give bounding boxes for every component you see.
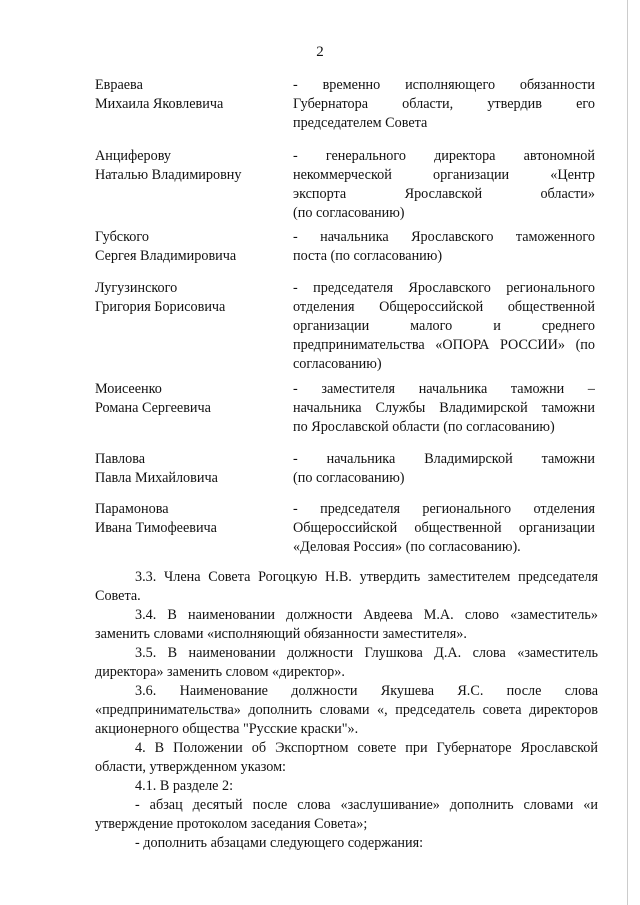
- member-name: [95, 500, 280, 538]
- paragraph: 4.1. В разделе 2:: [135, 778, 234, 794]
- role-line: организации малого и среднего: [293, 318, 595, 334]
- member-name: [95, 147, 280, 185]
- paragraph: 3.4. В наименовании должности Авдеева М.А. слово «заместитель» заменить словами «исполняющий обязанности заместителя».: [95, 607, 598, 642]
- member-given-names: Наталью Владимировну: [95, 167, 242, 183]
- member-name: [95, 380, 280, 418]
- member-given-names: Григория Борисовича: [95, 299, 226, 315]
- role-line: - начальника Владимирской таможни: [293, 451, 595, 467]
- paragraph: 3.5. В наименовании должности Глушкова Д.А. слова «заместитель директора» заменить словом «директор».: [95, 645, 598, 680]
- role-line: по Ярославской области (по согласованию): [293, 419, 555, 435]
- role-line: - генерального директора автономной: [293, 148, 595, 164]
- role-line: - председателя регионального отделения: [293, 501, 595, 517]
- paragraph: 3.6. Наименование должности Якушева Я.С. после слова «предпринимательства» дополнить словами «, председатель совета директоров акционерного общества "Русские краски"».: [95, 683, 598, 737]
- member-given-names: Романа Сергеевича: [95, 400, 211, 416]
- member-surname: Павлова: [95, 451, 146, 467]
- member-name: [95, 76, 280, 114]
- paragraph: - дополнить абзацами следующего содержания:: [135, 835, 424, 851]
- role-line: отделения Общероссийской общественной: [293, 299, 595, 315]
- member-surname: Анциферову: [95, 148, 172, 164]
- role-line: Губернатора области, утвердив его: [293, 96, 595, 112]
- paragraph: 3.3. Члена Совета Рогоцкую Н.В. утвердить заместителем председателя Совета.: [95, 569, 598, 604]
- role-line: поста (по согласованию): [293, 248, 443, 264]
- scan-edge-line: [627, 0, 628, 905]
- member-name: [95, 228, 280, 266]
- member-role: [293, 76, 595, 133]
- member-name: [95, 450, 280, 488]
- role-line: начальника Службы Владимирской таможни: [293, 400, 595, 416]
- member-role: [293, 450, 595, 488]
- member-name: [95, 279, 280, 317]
- member-surname: Лугузинского: [95, 280, 178, 296]
- role-line: Общероссийской общественной организации: [293, 520, 595, 536]
- role-line: (по согласованию): [293, 470, 405, 486]
- role-line: некоммерческой организации «Центр: [293, 167, 595, 183]
- paragraph: 4. В Положении об Экспортном совете при Губернаторе Ярославской области, утвержденном указом:: [95, 740, 598, 775]
- role-line: (по согласованию): [293, 205, 405, 221]
- role-line: - заместителя начальника таможни –: [293, 381, 595, 397]
- paragraph: - абзац десятый после слова «заслушивание» дополнить словами «и утверждение протоколом заседания Совета»;: [95, 797, 598, 832]
- member-role: [293, 380, 595, 437]
- member-given-names: Ивана Тимофеевича: [95, 520, 217, 536]
- role-line: экспорта Ярославской области»: [293, 186, 595, 202]
- member-given-names: Михаила Яковлевича: [95, 96, 224, 112]
- page-number: 2: [316, 44, 324, 60]
- member-surname: Моисеенко: [95, 381, 162, 397]
- role-line: - начальника Ярославского таможенного: [293, 229, 595, 245]
- decree-paragraphs: [95, 568, 598, 853]
- member-surname: Парамонова: [95, 501, 169, 517]
- member-role: [293, 147, 595, 223]
- member-given-names: Сергея Владимировича: [95, 248, 237, 264]
- member-role: [293, 228, 595, 266]
- member-surname: Губского: [95, 229, 149, 245]
- member-surname: Евраева: [95, 77, 143, 93]
- role-line: председателем Совета: [293, 115, 428, 131]
- member-role: [293, 279, 595, 374]
- member-role: [293, 500, 595, 557]
- role-line: предпринимательства «ОПОРА РОССИИ» (по: [293, 337, 595, 353]
- member-given-names: Павла Михайловича: [95, 470, 218, 486]
- role-line: согласованию): [293, 356, 382, 372]
- role-line: «Деловая Россия» (по согласованию).: [293, 539, 521, 555]
- role-line: - председателя Ярославского регионального: [293, 280, 595, 296]
- role-line: - временно исполняющего обязанности: [293, 77, 595, 93]
